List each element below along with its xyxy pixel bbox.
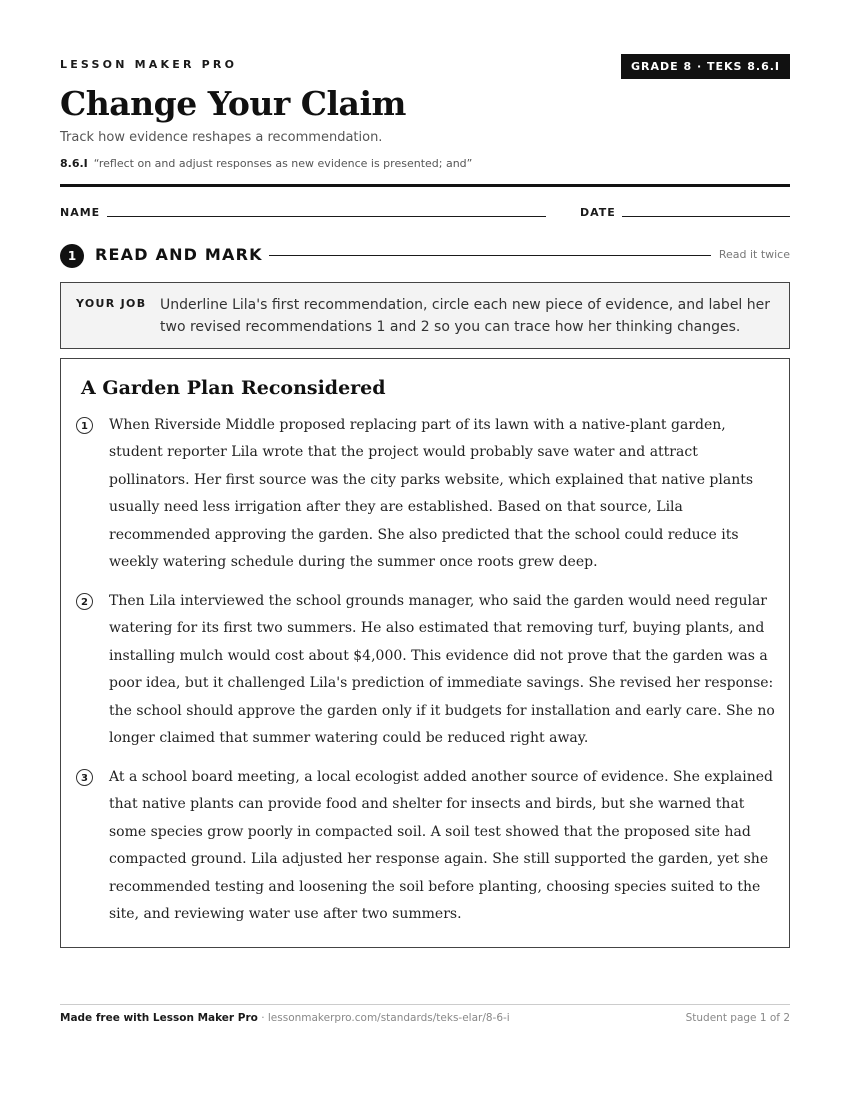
reading-passage-box <box>60 358 790 948</box>
grade-badge: GRADE 8 · TEKS 8.6.I <box>621 54 790 79</box>
page-title: Change Your Claim <box>60 84 406 123</box>
section-number-badge: 1 <box>60 244 84 268</box>
name-label: NAME <box>60 206 101 219</box>
paragraph-text-3: At a school board meeting, a local ecologist added another source of evidence. She explained that native plants can provide food and shelter for insects and birds, but she warned that some species grow poorly in compacted soil. A soil test showed that the proposed site had compacted ground. Lila adjusted her response again. She still supported the garden, yet she recommended testing and loosening the soil before planting, choosing species suited to the site, and reviewing water use after two summers. <box>109 769 774 923</box>
section-divider <box>269 255 711 256</box>
section-note: Read it twice <box>718 248 790 261</box>
date-label: DATE <box>580 206 616 219</box>
your-job-label: YOUR JOB <box>76 297 147 310</box>
paragraph-text-1: When Riverside Middle proposed replacing part of its lawn with a native-plant garden, student reporter Lila wrote that the project would probably save water and attract pollinators. Her first source was the city parks website, which explained that native plants usually need less irrigation after they are established. Based on that source, Lila recommended approving the garden. She also predicted that the school could reduce its weekly watering schedule during the summer once roots grew deep. <box>109 417 754 571</box>
worksheet-page <box>60 0 790 1100</box>
date-field-line[interactable] <box>622 216 790 217</box>
paragraph-text-2: Then Lila interviewed the school grounds manager, who said the garden would need regular watering for its first two summers. He also estimated that removing turf, buying plants, and installing mulch would cost about $4,000. This evidence did not prove that the garden was a poor idea, but it challenged Lila's prediction of immediate savings. She revised her response: the school should approve the garden only if it budgets for installation and early care. She no longer claimed that summer watering could be reduced right away. <box>109 593 775 747</box>
brand-name: LESSON MAKER PRO <box>60 58 238 71</box>
standard-code: 8.6.I <box>60 157 88 170</box>
paragraph-number-2: 2 <box>76 593 93 610</box>
header-divider <box>60 184 790 187</box>
standard-text: “reflect on and adjust responses as new evidence is presented; and” <box>93 157 473 170</box>
footer-page-number: Student page 1 of 2 <box>685 1012 790 1024</box>
standard-line <box>60 157 472 170</box>
your-job-box <box>60 282 790 349</box>
paragraph-number-1: 1 <box>76 417 93 434</box>
section-title: READ AND MARK <box>95 245 263 264</box>
name-field-line[interactable] <box>107 216 546 217</box>
paragraph-number-3: 3 <box>76 769 93 786</box>
footer-credit <box>60 1012 510 1024</box>
your-job-text: Underline Lila's first recommendation, circle each new piece of evidence, and label her two revised recommendations 1 and 2 so you can trace how her thinking changes. <box>160 297 771 335</box>
footer-url[interactable]: · lessonmakerpro.com/standards/teks-elar/8-6-i <box>257 1012 510 1024</box>
page-subtitle: Track how evidence reshapes a recommendation. <box>60 130 383 145</box>
footer-made-with: Made free with Lesson Maker Pro <box>60 1012 258 1024</box>
footer-divider <box>60 1004 790 1005</box>
reading-title: A Garden Plan Reconsidered <box>81 377 386 399</box>
